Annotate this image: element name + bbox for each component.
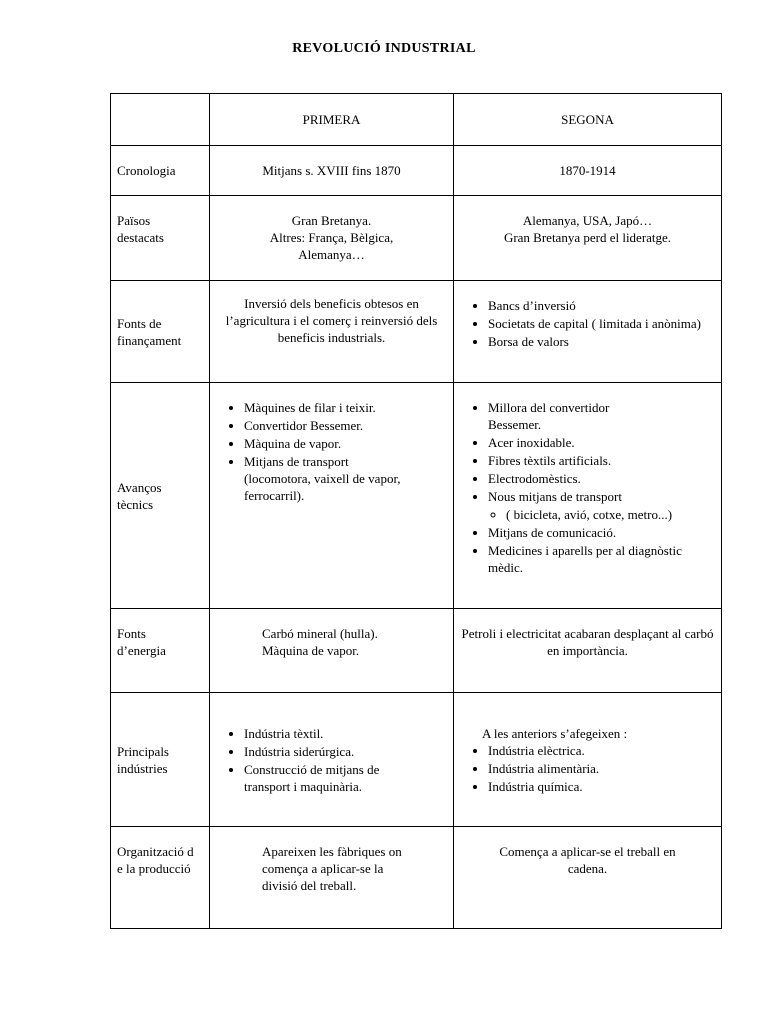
row-label bbox=[111, 383, 210, 609]
sub-list-item: ◦ ( bicicleta, avió, cotxe, metro...) bbox=[506, 506, 715, 523]
document-title: REVOLUCIÓ INDUSTRIAL bbox=[292, 41, 476, 56]
list-item: • Acer inoxidable. bbox=[488, 434, 715, 451]
row-label-text: Organització de la producció bbox=[117, 844, 194, 876]
list-item: • Construcció de mitjans de transport i maquinària. bbox=[244, 761, 447, 795]
list-item: • Indústria química. bbox=[488, 778, 715, 795]
cell-text: Alemanya, USA, Japó… Gran Bretanya perd el lideratge. bbox=[503, 213, 672, 245]
row-label: Cronologia bbox=[111, 146, 210, 196]
list-item: • Nous mitjans de transport bbox=[488, 488, 715, 505]
bullet-list bbox=[460, 524, 715, 576]
table-row-organitzacio bbox=[111, 827, 722, 929]
list-item: • Indústria tèxtil. bbox=[244, 725, 447, 742]
row-label bbox=[111, 196, 210, 281]
list-item: • Mitjans de comunicació. bbox=[488, 524, 715, 541]
cell-segona bbox=[454, 693, 722, 827]
list-item: • Màquines de filar i teixir. bbox=[244, 399, 447, 416]
cell-primera bbox=[210, 196, 454, 281]
cell-text: Apareixen les fàbriques on comença a aplicar-se la divisió del treball. bbox=[262, 844, 402, 893]
cell-segona bbox=[454, 281, 722, 383]
list-item: • Convertidor Bessemer. bbox=[244, 417, 447, 434]
row-label bbox=[111, 827, 210, 929]
cell-primera bbox=[210, 609, 454, 693]
cell-segona bbox=[454, 383, 722, 609]
row-label-text: Avanços tècnics bbox=[117, 479, 162, 512]
table-row-cronologia bbox=[111, 146, 722, 196]
cell-text: Carbó mineral (hulla). Màquina de vapor. bbox=[262, 626, 378, 658]
bullet-list bbox=[216, 399, 447, 504]
header-cell-empty bbox=[111, 94, 210, 146]
cell-intro-text: A les anteriors s’afegeixen : bbox=[482, 726, 628, 741]
cell-primera bbox=[210, 693, 454, 827]
table-row-fonts-financament bbox=[111, 281, 722, 383]
table-header-row bbox=[111, 94, 722, 146]
list-item: • Indústria siderúrgica. bbox=[244, 743, 447, 760]
bullet-list bbox=[216, 725, 447, 795]
cell-segona bbox=[454, 827, 722, 929]
cell-segona: 1870-1914 bbox=[454, 146, 722, 196]
row-label bbox=[111, 693, 210, 827]
list-item: • Mitjans de transport (locomotora, vaixell de vapor, ferrocarril). bbox=[244, 453, 447, 504]
cell-primera bbox=[210, 281, 454, 383]
row-label-text: Fonts d’energia bbox=[117, 626, 166, 658]
header-cell-primera: PRIMERA bbox=[210, 94, 454, 146]
list-item: • Borsa de valors bbox=[488, 333, 715, 350]
cell-primera bbox=[210, 827, 454, 929]
cell-segona bbox=[454, 196, 722, 281]
list-item: • Màquina de vapor. bbox=[244, 435, 447, 452]
list-item: • Medicines i aparells per al diagnòstic mèdic. bbox=[488, 542, 715, 576]
list-item: • Societats de capital ( limitada i anònima) bbox=[488, 315, 715, 332]
cell-segona bbox=[454, 609, 722, 693]
row-label bbox=[111, 609, 210, 693]
row-label-text: Principals indústries bbox=[117, 743, 169, 776]
header-cell-segona: SEGONA bbox=[454, 94, 722, 146]
cell-text: Gran Bretanya. Altres: França, Bèlgica, Alemanya… bbox=[269, 213, 394, 262]
list-item: • Indústria alimentària. bbox=[488, 760, 715, 777]
list-item: • Electrodomèstics. bbox=[488, 470, 715, 487]
bullet-list bbox=[460, 742, 715, 795]
cell-primera: Mitjans s. XVIII fins 1870 bbox=[210, 146, 454, 196]
row-label-text: Fonts de finançament bbox=[117, 315, 182, 348]
table-row-avancos bbox=[111, 383, 722, 609]
row-label bbox=[111, 281, 210, 383]
cell-text: Petroli i electricitat acabaran desplaçant al carbó en importància. bbox=[461, 626, 714, 658]
row-label-text: Països destacats bbox=[117, 213, 164, 245]
cell-text: Inversió dels beneficis obtesos en l’agricultura i el comerç i reinversió dels beneficis industrials. bbox=[225, 296, 438, 345]
sub-bullet-list bbox=[460, 506, 715, 523]
list-item: • Millora del convertidor Bessemer. bbox=[488, 399, 715, 433]
table-row-paisos bbox=[111, 196, 722, 281]
table-row-fonts-energia bbox=[111, 609, 722, 693]
comparison-table bbox=[110, 93, 722, 929]
list-item: • Indústria elèctrica. bbox=[488, 742, 715, 759]
list-item: • Bancs d’inversió bbox=[488, 297, 715, 314]
cell-text: Comença a aplicar-se el treball en cadena. bbox=[499, 844, 676, 876]
bullet-list bbox=[460, 399, 715, 505]
cell-primera bbox=[210, 383, 454, 609]
bullet-list bbox=[460, 297, 715, 350]
list-item: • Fibres tèxtils artificials. bbox=[488, 452, 715, 469]
table-row-industries bbox=[111, 693, 722, 827]
